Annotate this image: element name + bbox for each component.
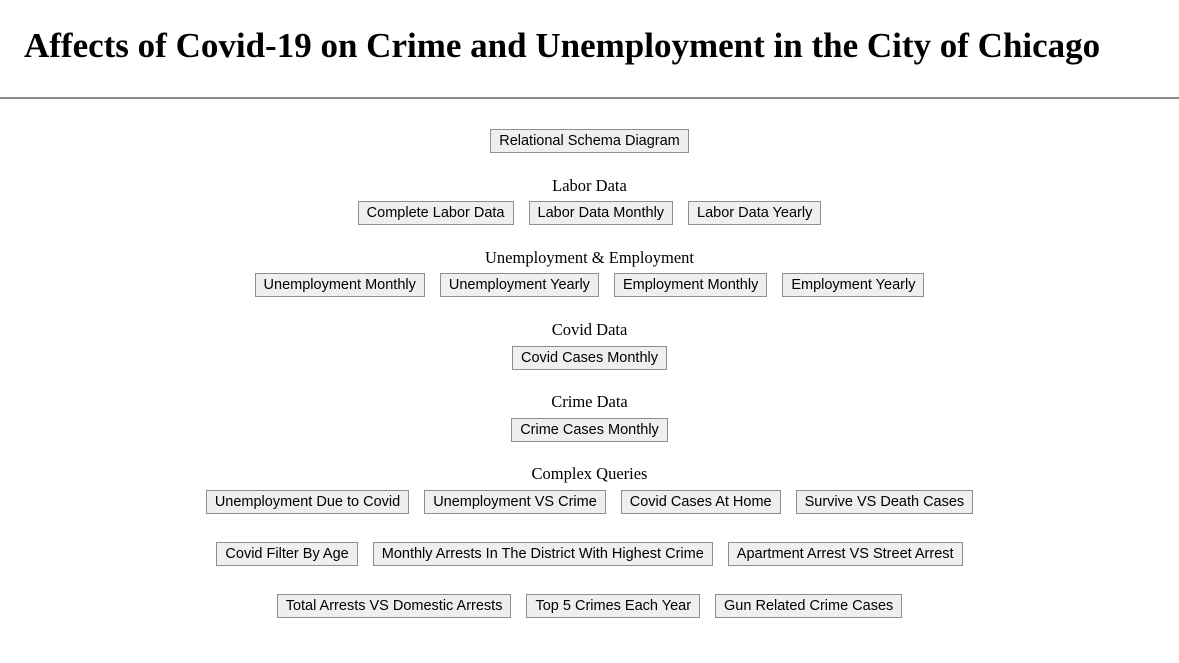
crime-data-heading: Crime Data (551, 392, 628, 411)
unemployment-button-row (0, 273, 1179, 297)
employment-monthly-button[interactable]: Employment Monthly (614, 273, 767, 297)
labor-data-monthly-button[interactable]: Labor Data Monthly (529, 201, 674, 225)
relational-schema-diagram-button[interactable]: Relational Schema Diagram (490, 129, 689, 153)
employment-yearly-button[interactable]: Employment Yearly (782, 273, 924, 297)
monthly-arrests-highest-crime-district-button[interactable]: Monthly Arrests In The District With Highest Crime (373, 542, 713, 566)
complete-labor-data-button[interactable]: Complete Labor Data (358, 201, 514, 225)
page-header (0, 0, 1179, 99)
covid-button-row (0, 346, 1179, 370)
labor-data-heading: Labor Data (552, 176, 627, 195)
complex-queries-heading: Complex Queries (531, 464, 648, 483)
unemployment-monthly-button[interactable]: Unemployment Monthly (255, 273, 425, 297)
labor-data-yearly-button[interactable]: Labor Data Yearly (688, 201, 821, 225)
top-5-crimes-each-year-button[interactable]: Top 5 Crimes Each Year (526, 594, 700, 618)
total-vs-domestic-arrests-button[interactable]: Total Arrests VS Domestic Arrests (277, 594, 512, 618)
covid-filter-by-age-button[interactable]: Covid Filter By Age (216, 542, 357, 566)
labor-data-button-row (0, 201, 1179, 225)
apartment-vs-street-arrest-button[interactable]: Apartment Arrest VS Street Arrest (728, 542, 963, 566)
unemployment-yearly-button[interactable]: Unemployment Yearly (440, 273, 599, 297)
complex-queries-row-3 (0, 594, 1179, 618)
schema-button-row (0, 129, 1179, 153)
page-title: Affects of Covid-19 on Crime and Unemployment in the City of Chicago (24, 26, 1101, 65)
unemployment-employment-heading: Unemployment & Employment (485, 248, 694, 267)
unemployment-due-to-covid-button[interactable]: Unemployment Due to Covid (206, 490, 409, 514)
covid-data-heading: Covid Data (551, 320, 628, 339)
complex-queries-row-2 (0, 542, 1179, 566)
unemployment-vs-crime-button[interactable]: Unemployment VS Crime (424, 490, 606, 514)
gun-related-crime-cases-button[interactable]: Gun Related Crime Cases (715, 594, 902, 618)
survive-vs-death-cases-button[interactable]: Survive VS Death Cases (796, 490, 974, 514)
complex-queries-row-1 (0, 490, 1179, 514)
covid-cases-at-home-button[interactable]: Covid Cases At Home (621, 490, 781, 514)
crime-cases-monthly-button[interactable]: Crime Cases Monthly (511, 418, 668, 442)
crime-button-row (0, 418, 1179, 442)
covid-cases-monthly-button[interactable]: Covid Cases Monthly (512, 346, 667, 370)
